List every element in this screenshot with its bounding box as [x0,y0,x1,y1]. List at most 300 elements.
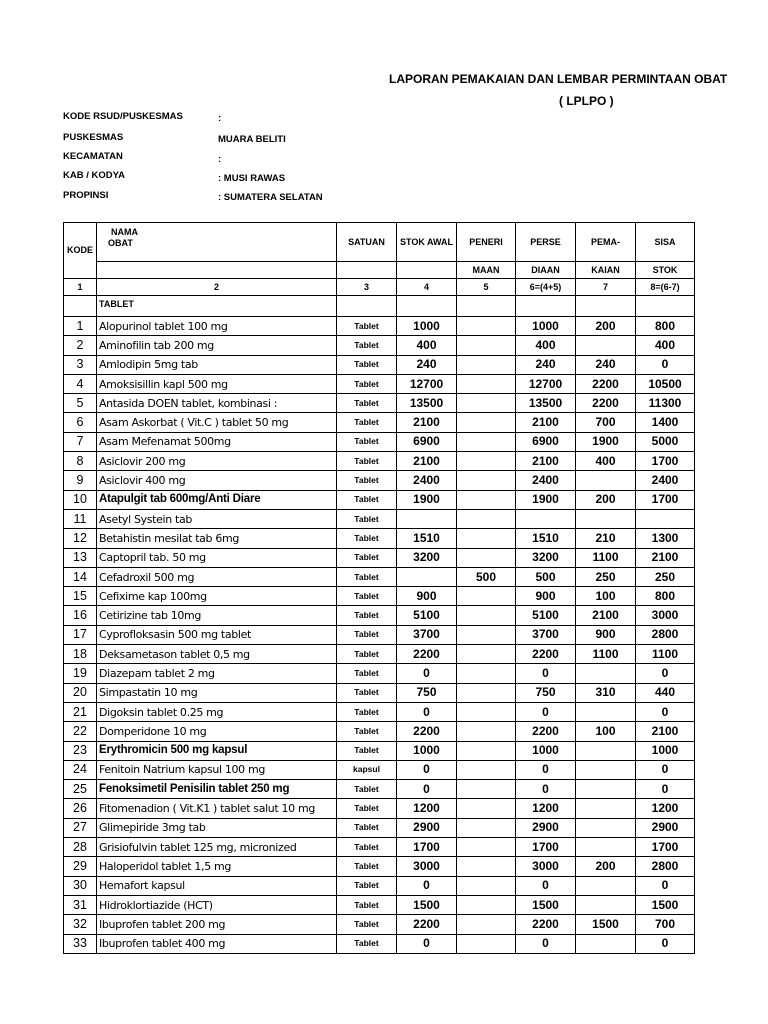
colnum-8: 8=(6-7) [636,279,695,296]
cell-stok-awal: 6900 [397,432,457,451]
cell-penerimaan [457,876,516,895]
cell-unit: Tablet [337,838,397,857]
cell-penerimaan [457,702,516,721]
cell-sisa: 2100 [636,548,695,567]
cell-sisa: 0 [636,702,695,721]
cell-persediaan: 1900 [516,490,576,509]
cell-pemakaian: 210 [576,529,636,548]
cell-pemakaian [576,471,636,490]
table-row [64,567,695,586]
info-label-propinsi: PROPINSI [63,190,109,201]
cell-pemakaian: 200 [576,317,636,336]
cell-penerimaan [457,317,516,336]
table-row [64,818,695,837]
cell-penerimaan [457,471,516,490]
cell-sisa: 1000 [636,741,695,760]
table-row [64,471,695,490]
cell-stok-awal: 0 [397,760,457,779]
cell-penerimaan [457,625,516,644]
col-pemakaian-1: PEMA- [576,223,636,262]
table-row [64,760,695,779]
table-row [64,683,695,702]
cell-name: Diazepam tablet 2 mg [97,664,337,683]
cell-sisa: 800 [636,317,695,336]
cell-no: 29 [64,857,97,876]
header-row [64,223,695,262]
cell-persediaan: 500 [516,567,576,586]
cell-persediaan: 1700 [516,838,576,857]
cell-stok-awal: 5100 [397,606,457,625]
table-row [64,915,695,934]
cell-penerimaan [457,780,516,799]
cell-name: Domperidone 10 mg [97,722,337,741]
cell-sisa: 3000 [636,606,695,625]
table-row [64,664,695,683]
cell-unit: Tablet [337,818,397,837]
col-stok-awal: STOK AWAL [397,223,457,262]
cell-name: Asam Mefenamat 500mg [97,432,337,451]
cell-pemakaian [576,509,636,528]
cell-unit: Tablet [337,934,397,953]
cell-sisa: 1500 [636,895,695,914]
cell-pemakaian: 2100 [576,606,636,625]
cell-stok-awal [397,567,457,586]
cell-name: Asetyl Systein tab [97,509,337,528]
cell-penerimaan [457,760,516,779]
cell-name: Amoksisillin kapl 500 mg [97,374,337,393]
cell-unit: Tablet [337,509,397,528]
cell-unit: Tablet [337,452,397,471]
colnum-4: 4 [397,279,457,296]
col-sisa-1: SISA [636,223,695,262]
cell-penerimaan [457,895,516,914]
cell-sisa: 0 [636,876,695,895]
cell-name: Captopril tab. 50 mg [97,548,337,567]
table-row [64,857,695,876]
cell-no: 20 [64,683,97,702]
table-row [64,625,695,644]
col-nama-line1: NAMA [111,227,138,237]
cell-no: 31 [64,895,97,914]
cell-no: 19 [64,664,97,683]
cell-name: Cyprofloksasin 500 mg tablet [97,625,337,644]
cell-no: 28 [64,838,97,857]
cell-pemakaian [576,780,636,799]
table-row [64,838,695,857]
cell-unit: Tablet [337,432,397,451]
cell-no: 33 [64,934,97,953]
table-row [64,452,695,471]
colnum-1: 1 [64,279,97,296]
cell-penerimaan [457,490,516,509]
info-value-kab: : MUSI RAWAS [218,173,286,184]
cell-pemakaian: 1500 [576,915,636,934]
cell-stok-awal: 3700 [397,625,457,644]
col-nama [97,223,337,262]
cell-penerimaan [457,818,516,837]
column-number-row [64,279,695,296]
cell-pemakaian [576,818,636,837]
cell-sisa: 10500 [636,374,695,393]
cell-unit: Tablet [337,490,397,509]
cell-pemakaian: 900 [576,625,636,644]
cell-unit: Tablet [337,645,397,664]
cell-unit: Tablet [337,317,397,336]
cell-unit: Tablet [337,336,397,355]
cell-pemakaian [576,336,636,355]
cell-stok-awal: 0 [397,876,457,895]
table-row [64,702,695,721]
table-row [64,355,695,374]
cell-stok-awal: 0 [397,934,457,953]
table-row [64,374,695,393]
cell-stok-awal: 2200 [397,915,457,934]
cell-unit: Tablet [337,683,397,702]
cell-no: 12 [64,529,97,548]
cell-pemakaian [576,876,636,895]
table-row [64,336,695,355]
cell-no: 6 [64,413,97,432]
cell-name: Fenitoin Natrium kapsul 100 mg [97,760,337,779]
cell-persediaan: 2200 [516,722,576,741]
cell-name: Hidroklortiazide (HCT) [97,895,337,914]
col-persediaan-2: DIAAN [516,262,576,279]
cell-unit: Tablet [337,374,397,393]
col-nama-blank [97,262,337,279]
cell-unit: Tablet [337,548,397,567]
cell-stok-awal: 1700 [397,838,457,857]
cell-sisa: 1300 [636,529,695,548]
cell-no: 9 [64,471,97,490]
colnum-6: 6=(4+5) [516,279,576,296]
cell-sisa: 250 [636,567,695,586]
table-row [64,799,695,818]
cell-penerimaan [457,548,516,567]
cell-stok-awal: 2100 [397,413,457,432]
cell-persediaan: 2100 [516,452,576,471]
cell-no: 3 [64,355,97,374]
cell-unit: Tablet [337,567,397,586]
table-row [64,490,695,509]
cell-sisa: 800 [636,587,695,606]
cell-persediaan: 0 [516,934,576,953]
cell-sisa: 11300 [636,394,695,413]
cell-unit: Tablet [337,606,397,625]
cell-unit: Tablet [337,664,397,683]
table-row [64,934,695,953]
cell-unit: kapsul [337,760,397,779]
col-persediaan-1: PERSE [516,223,576,262]
cell-stok-awal: 12700 [397,374,457,393]
cell-unit: Tablet [337,741,397,760]
colnum-2: 2 [97,279,337,296]
cell-persediaan: 0 [516,664,576,683]
info-value-puskesmas: MUARA BELITI [218,134,286,145]
table-row [64,606,695,625]
cell-stok-awal: 750 [397,683,457,702]
cell-penerimaan [457,645,516,664]
table-row [64,722,695,741]
info-value-kode: : [218,113,222,124]
cell-penerimaan [457,934,516,953]
cell-no: 10 [64,490,97,509]
cell-unit: Tablet [337,895,397,914]
cell-name: Asam Askorbat ( Vit.C ) tablet 50 mg [97,413,337,432]
cell-pemakaian [576,838,636,857]
cell-sisa: 400 [636,336,695,355]
cell-pemakaian [576,702,636,721]
cell-unit: Tablet [337,857,397,876]
cell-penerimaan [457,452,516,471]
cell-pemakaian [576,799,636,818]
cell-pemakaian: 240 [576,355,636,374]
table-row [64,432,695,451]
cell-stok-awal: 2100 [397,452,457,471]
cell-pemakaian: 1900 [576,432,636,451]
cell-stok-awal: 1000 [397,741,457,760]
cell-no: 22 [64,722,97,741]
cell-stok-awal: 0 [397,664,457,683]
cell-stok-awal: 0 [397,702,457,721]
cell-persediaan: 0 [516,876,576,895]
cell-pemakaian: 1100 [576,645,636,664]
cell-pemakaian: 2200 [576,394,636,413]
cell-no: 13 [64,548,97,567]
cell-name: Deksametason tablet 0,5 mg [97,645,337,664]
cell-sisa: 5000 [636,432,695,451]
table-row [64,780,695,799]
cell-persediaan: 3700 [516,625,576,644]
cell-penerimaan [457,838,516,857]
cell-persediaan: 5100 [516,606,576,625]
cell-no: 26 [64,799,97,818]
cell-persediaan: 2200 [516,915,576,934]
cell-unit: Tablet [337,625,397,644]
table-row [64,529,695,548]
cell-no: 21 [64,702,97,721]
table-row [64,587,695,606]
cell-persediaan: 0 [516,780,576,799]
cell-no: 1 [64,317,97,336]
col-penerimaan-2: MAAN [457,262,516,279]
cell-stok-awal: 13500 [397,394,457,413]
info-label-kecamatan: KECAMATAN [63,151,123,162]
cell-no: 5 [64,394,97,413]
info-label-puskesmas: PUSKESMAS [63,132,124,143]
cell-persediaan: 1000 [516,317,576,336]
cell-persediaan: 13500 [516,394,576,413]
cell-persediaan: 1510 [516,529,576,548]
cell-persediaan [516,509,576,528]
cell-penerimaan [457,509,516,528]
table-row [64,548,695,567]
col-nama-line2: OBAT [108,238,133,248]
cell-stok-awal: 1510 [397,529,457,548]
cell-no: 15 [64,587,97,606]
cell-name: Fenoksimetil Penisilin tablet 250 mg [97,780,337,799]
cell-name: Cefadroxil 500 mg [97,567,337,586]
cell-unit: Tablet [337,780,397,799]
colnum-5: 5 [457,279,516,296]
cell-stok-awal: 2200 [397,722,457,741]
cell-persediaan: 240 [516,355,576,374]
col-penerimaan-1: PENERI [457,223,516,262]
cell-persediaan: 1200 [516,799,576,818]
cell-penerimaan [457,529,516,548]
table-row [64,741,695,760]
cell-pemakaian [576,741,636,760]
cell-no: 14 [64,567,97,586]
cell-persediaan: 3000 [516,857,576,876]
cell-unit: Tablet [337,529,397,548]
cell-sisa: 700 [636,915,695,934]
cell-no: 11 [64,509,97,528]
cell-no: 4 [64,374,97,393]
cell-unit: Tablet [337,413,397,432]
cell-name: Cetirizine tab 10mg [97,606,337,625]
cell-sisa: 1400 [636,413,695,432]
cell-stok-awal: 2400 [397,471,457,490]
cell-penerimaan [457,799,516,818]
cell-stok-awal: 2900 [397,818,457,837]
cell-name: Amlodipin 5mg tab [97,355,337,374]
col-satuan-blank [337,262,397,279]
cell-persediaan: 1500 [516,895,576,914]
cell-stok-awal: 1900 [397,490,457,509]
cell-stok-awal: 240 [397,355,457,374]
cell-stok-awal: 1000 [397,317,457,336]
cell-name: Asiclovir 200 mg [97,452,337,471]
cell-stok-awal: 900 [397,587,457,606]
cell-persediaan: 1000 [516,741,576,760]
col-stok-blank [397,262,457,279]
cell-name: Simpastatin 10 mg [97,683,337,702]
info-label-kab: KAB / KODYA [63,170,125,181]
cell-pemakaian [576,934,636,953]
cell-sisa: 2400 [636,471,695,490]
cell-stok-awal: 3000 [397,857,457,876]
cell-stok-awal: 3200 [397,548,457,567]
col-satuan: SATUAN [337,223,397,262]
colnum-3: 3 [337,279,397,296]
cell-name: Ibuprofen tablet 200 mg [97,915,337,934]
cell-sisa: 0 [636,355,695,374]
cell-unit: Tablet [337,471,397,490]
cell-stok-awal: 1500 [397,895,457,914]
cell-penerimaan [457,355,516,374]
cell-sisa: 2800 [636,625,695,644]
cell-unit: Tablet [337,799,397,818]
cell-unit: Tablet [337,702,397,721]
cell-persediaan: 900 [516,587,576,606]
cell-sisa: 1200 [636,799,695,818]
colnum-7: 7 [576,279,636,296]
cell-pemakaian: 250 [576,567,636,586]
cell-name: Grisiofulvin tablet 125 mg, micronized [97,838,337,857]
section-row [64,296,695,317]
cell-name: Digoksin tablet 0.25 mg [97,702,337,721]
cell-penerimaan: 500 [457,567,516,586]
cell-sisa: 1700 [636,452,695,471]
cell-sisa: 1100 [636,645,695,664]
cell-penerimaan [457,722,516,741]
cell-no: 32 [64,915,97,934]
cell-persediaan: 12700 [516,374,576,393]
cell-penerimaan [457,606,516,625]
cell-pemakaian: 700 [576,413,636,432]
header-row-2 [64,262,695,279]
cell-stok-awal: 400 [397,336,457,355]
cell-penerimaan [457,394,516,413]
cell-pemakaian: 100 [576,722,636,741]
cell-penerimaan [457,683,516,702]
table-row [64,317,695,336]
table-row [64,645,695,664]
cell-persediaan: 3200 [516,548,576,567]
cell-penerimaan [457,336,516,355]
cell-sisa: 2800 [636,857,695,876]
cell-stok-awal: 0 [397,780,457,799]
cell-penerimaan [457,741,516,760]
cell-no: 8 [64,452,97,471]
col-kode: KODE [64,223,97,279]
cell-name: Glimepiride 3mg tab [97,818,337,837]
cell-unit: Tablet [337,394,397,413]
cell-pemakaian: 400 [576,452,636,471]
cell-persediaan: 2100 [516,413,576,432]
cell-no: 23 [64,741,97,760]
cell-no: 25 [64,780,97,799]
col-sisa-2: STOK [636,262,695,279]
cell-pemakaian: 1100 [576,548,636,567]
report-subtitle: ( LPLPO ) [559,94,614,108]
cell-no: 17 [64,625,97,644]
cell-name: Asiclovir 400 mg [97,471,337,490]
cell-no: 27 [64,818,97,837]
cell-sisa: 0 [636,780,695,799]
col-pemakaian-2: KAIAN [576,262,636,279]
cell-pemakaian [576,895,636,914]
cell-pemakaian: 310 [576,683,636,702]
cell-name: Cefixime kap 100mg [97,587,337,606]
cell-unit: Tablet [337,722,397,741]
cell-name: Haloperidol tablet 1,5 mg [97,857,337,876]
info-value-kecamatan: : [218,154,222,165]
cell-pemakaian: 100 [576,587,636,606]
cell-persediaan: 2900 [516,818,576,837]
cell-stok-awal: 1200 [397,799,457,818]
cell-sisa: 2100 [636,722,695,741]
cell-pemakaian [576,760,636,779]
cell-persediaan: 2200 [516,645,576,664]
cell-stok-awal [397,509,457,528]
cell-name: Erythromicin 500 mg kapsul [97,741,337,760]
cell-pemakaian: 200 [576,490,636,509]
cell-name: Hemafort kapsul [97,876,337,895]
cell-no: 24 [64,760,97,779]
cell-sisa: 0 [636,934,695,953]
table-row [64,876,695,895]
cell-penerimaan [457,857,516,876]
cell-penerimaan [457,432,516,451]
cell-sisa [636,509,695,528]
cell-sisa: 1700 [636,838,695,857]
info-label-kode: KODE RSUD/PUSKESMAS [63,111,183,122]
cell-penerimaan [457,664,516,683]
cell-persediaan: 2400 [516,471,576,490]
cell-name: Alopurinol tablet 100 mg [97,317,337,336]
cell-penerimaan [457,374,516,393]
